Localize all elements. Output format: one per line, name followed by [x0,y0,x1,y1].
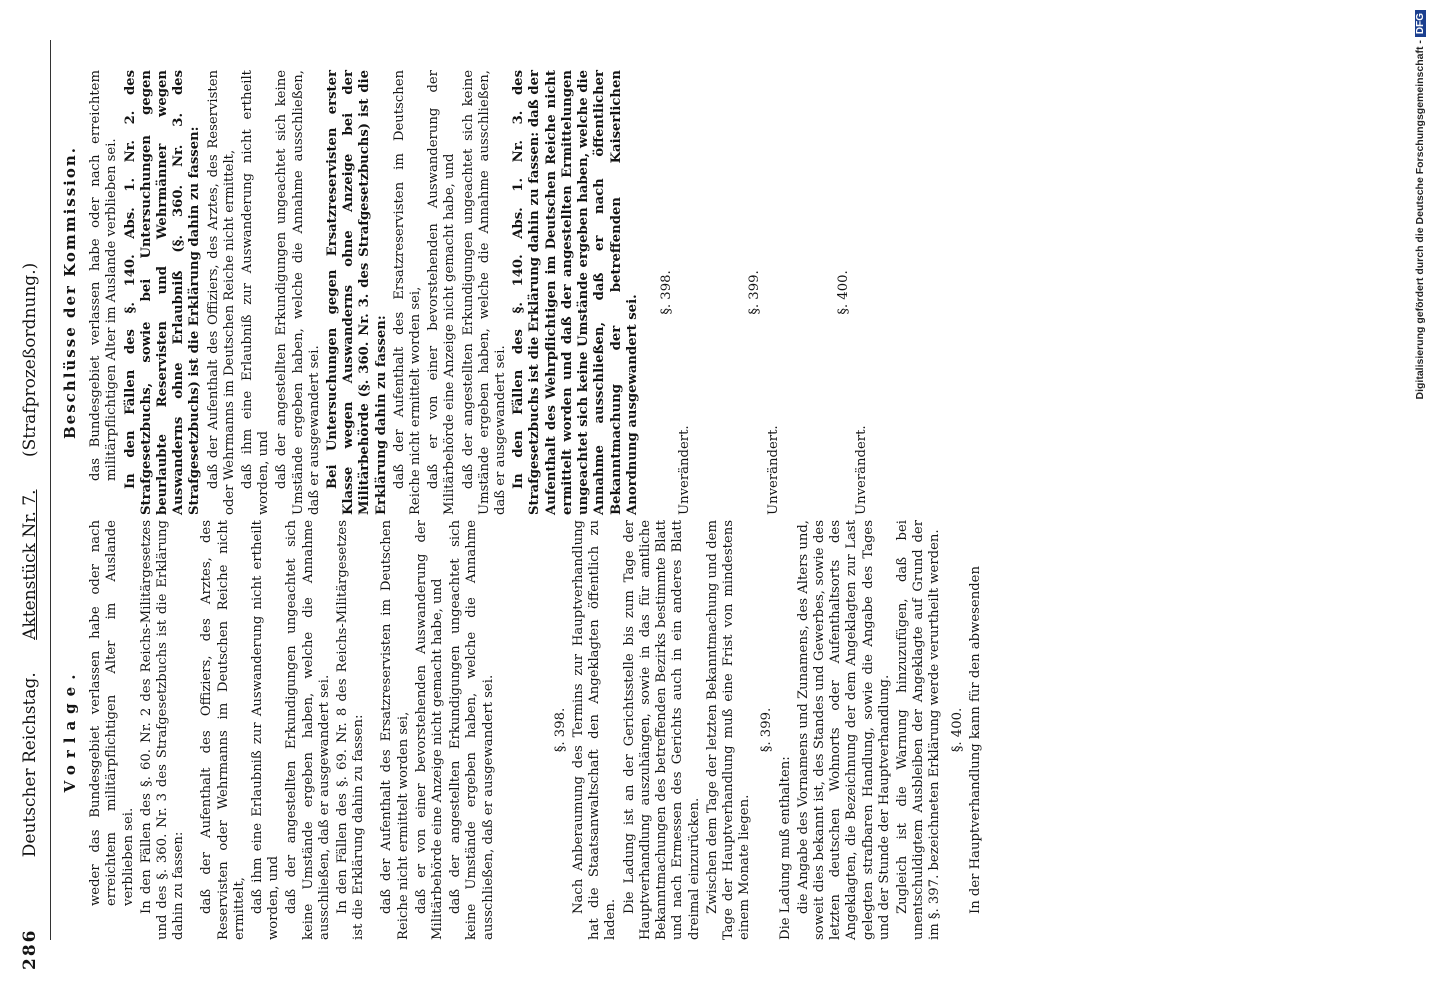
paragraph: In den Fällen des §. 140. Abs. 1. Nr. 3. des Strafgesetzbuchs ist die Erklärung dahin zu fassen: daß der Aufenthalt des Wehrpflichtigen im Deutschen Reiche nicht ermittelt worden und daß der angestellten Ermittelungen ungeachtet sich keine Umstände ergeben haben, welche die Annahme ausschließen, daß er nach öffentlicher Bekanntmachung der betreffenden Kaiserlichen Anordnung ausgewandert sei. [511,70,640,515]
paragraph: Nach Anberaumung des Termins zur Hauptverhandlung hat die Staatsanwaltschaft den Angeklagten öffentlich zu laden. [571,520,619,940]
paragraph: daß der angestellten Erkundigungen ungeachtet sich keine Umstände ergeben haben, welche die Annahme ausschließen, daß er ausgewandert sei. [274,70,322,515]
section-398-label: §. 398. [658,270,674,315]
left-column [60,520,986,940]
paragraph: das Bundesgebiet verlassen habe oder nach erreichtem militärpflichtigen Alter im Auslande verblieben sei. [88,70,120,481]
right-column [60,70,870,515]
unchanged-note: Unverändert. [765,425,781,515]
paragraph: daß der Aufenthalt des Offiziers, des Arztes, des Reservisten oder Wehrmanns im Deutschen Reiche nicht ermittelt, [205,70,237,515]
document-number: Aktenstück Nr. 7. [20,489,40,640]
paragraph: In den Fällen des §. 60. Nr. 2 des Reichs-Militärgesetzes und des §. 360. Nr. 3 des Strafgesetzbuchs ist die Erklärung dahin zu fassen: [138,520,187,940]
paragraph: daß der Aufenthalt des Offiziers, des Arztes, des Reservisten oder Wehrmanns im Deutschen Reiche nicht ermittelt, [199,520,247,940]
paragraph: Zugleich ist die Warnung hinzuzufügen, daß bei unentschuldigtem Ausbleiben der Angeklagte auf Grund der im §. 397. bezeichneten Erklärung werde verurtheilt werden. [894,520,943,940]
paragraph: In der Hauptverhandlung kann für den abwesenden [967,566,983,914]
left-column-title: Vorlage. [61,667,79,793]
right-column-title: Beschlüsse der Kommission. [61,146,79,439]
paragraph: die Angabe des Vornamens und Zunamens, des Alters und, soweit dies bekannt ist, des Standes und Gewerbes, sowie des letzten deutschen Wohnorts oder Aufenthaltsorts des Angeklagten, die Bezeichnung der dem Angeklagten zur Last gelegten strafbaren Handlung, sowie die Angabe des Tages und der Stunde der Hauptverhandlung. [795,520,892,940]
section-399-label: §. 399. [747,270,763,315]
paragraph: Bei Untersuchungen gegen Ersatzreservisten erster Klasse wegen Auswanderns ohne Anzeige bei der Militärbehörde (§. 360. Nr. 3. des Strafgesetzbuchs) ist die Erklärung dahin zu fassen: [325,70,389,515]
publication-title: Deutscher Reichstag. [20,672,40,858]
paragraph: daß er von einer bevorstehenden Auswanderung der Militärbehörde eine Anzeige nicht gemacht habe, und [426,70,458,515]
unchanged-note: Unverändert. [677,425,693,515]
page-header [18,30,48,970]
paragraph: weder das Bundesgebiet verlassen habe oder nach erreichtem militärpflichtigen Alter im Auslande verblieben sei. [88,520,136,906]
paragraph: daß der angestellten Erkundigungen ungeachtet sich keine Umstände ergeben haben, welche die Annahme ausschließen, daß er ausgewandert sei. [448,520,496,940]
paragraph: daß der Aufenthalt des Ersatzreservisten im Deutschen Reiche nicht ermittelt worden sei, [379,520,411,940]
funding-note [1413,10,1431,990]
section-399-label: §. 399. [759,707,775,753]
unchanged-note: Unverändert. [853,425,869,515]
paragraph: daß der angestellten Erkundigungen ungeachtet sich keine Umstände ergeben haben, welche die Annahme ausschließen, daß er ausgewandert sei. [284,520,332,940]
paragraph: daß ihm eine Erlaubniß zur Auswanderung nicht ertheilt worden, und [240,70,272,515]
paragraph: Zwischen dem Tage der letzten Bekanntmachung und dem Tage der Hauptverhandlung muß eine Frist von mindestens einem Monate liegen. [704,520,753,940]
paragraph: Die Ladung ist an der Gerichtsstelle bis zum Tage der Hauptverhandlung auszuhängen, sowie in das für amtliche Bekanntmachungen des betreffenden Bezirks bestimmte Blatt und nach Ermessen des Gerichts auch in ein anderes Blatt dreimal einzurücken. [621,520,702,940]
paragraph: In den Fällen des §. 140. Abs. 1. Nr. 2. des Strafgesetzbuchs, sowie bei Untersuchungen gegen beurlaubte Reservisten und Wehrmänner wegen Auswanderns ohne Erlaubniß (§. 360. Nr. 3. des Strafgesetzbuchs) ist die Erklärung dahin zu fassen: [122,70,203,515]
document-subject: (Strafprozeßordnung.) [20,262,40,458]
paragraph: daß er von einer bevorstehenden Auswanderung der Militärbehörde eine Anzeige nicht gemacht habe, und [413,520,446,940]
header-rule [50,40,51,940]
paragraph: daß der angestellten Erkundigungen ungeachtet sich keine Umstände ergeben haben, welche die Annahme ausschließen, daß er ausgewandert sei. [460,70,509,515]
paragraph: daß ihm eine Erlaubniß zur Auswanderung nicht ertheilt worden, und [250,520,282,940]
section-398-label: §. 398. [552,707,568,753]
running-head [20,230,40,890]
paragraph: daß der Aufenthalt des Ersatzreservisten im Deutschen Reiche nicht ermittelt worden sei, [391,70,424,515]
section-400-label: §. 400. [949,707,965,753]
section-400-label: §. 400. [835,270,851,315]
dfg-logo: DFG [1415,10,1426,37]
paragraph: In den Fällen des §. 69. Nr. 8 des Reichs-Militärgesetzes ist die Erklärung dahin zu fassen: [335,520,367,940]
funding-note-text: Digitalisierung gefördert durch die Deutsche Forschungsgemeinschaft - [1414,40,1426,400]
paragraph: Die Ladung muß enthalten: [777,756,793,940]
page-number: 286 [20,928,40,970]
